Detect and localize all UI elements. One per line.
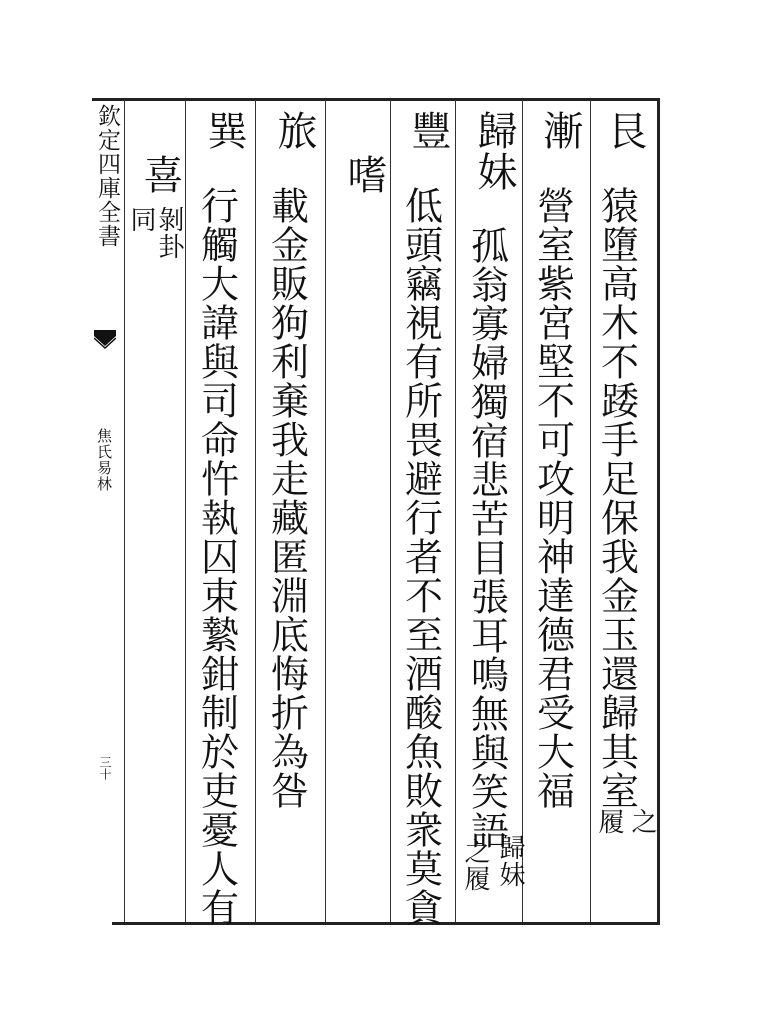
note-gen-b: 履 (594, 808, 624, 835)
hexagram-heading-lü: 旅 (271, 110, 317, 151)
note-xi-b: 同 (126, 206, 156, 233)
verse-guimei: 孤翁寡婦獨宿悲苦目張耳鳴無與笑語 (464, 226, 509, 850)
note-gen-a: 之 (627, 808, 657, 835)
column-rule (255, 100, 256, 922)
column-rule (590, 100, 591, 922)
fishtail-mark-icon (94, 330, 116, 370)
hexagram-heading-feng: 豐 (405, 110, 451, 151)
margin-page-number: 三十 (98, 756, 112, 780)
verse-xun: 行觸大諱與司命忤執囚束縶鉗制於吏憂人有 (194, 186, 239, 927)
hexagram-heading-jian: 漸 (537, 110, 583, 151)
column-rule (455, 100, 456, 922)
hexagram-heading-gen: 艮 (601, 110, 647, 151)
verse-feng: 低頭竊視有所畏避行者不至酒酸魚敗衆莫貪 (398, 186, 443, 927)
column-rule (185, 100, 186, 922)
column-rule (390, 100, 391, 922)
column-rule (124, 100, 125, 922)
hexagram-heading-xun: 巽 (201, 110, 247, 151)
column-rule (522, 100, 523, 922)
continuation-char: 嗜 (341, 154, 387, 195)
note-guimei-b: 之履 (460, 838, 490, 892)
hexagram-heading-guimei: 歸妹 (471, 110, 517, 192)
verse-gen: 猿墮高木不踒手足保我金玉還歸其室 (594, 186, 639, 810)
verse-jian: 營室紫宮堅不可攻明神達德君受大福 (530, 186, 575, 810)
continuation-char: 喜 (137, 154, 183, 195)
note-xi-a: 剝卦 (154, 206, 184, 260)
note-guimei-a: 歸妹 (495, 834, 525, 888)
frame-top-border (92, 98, 658, 101)
margin-book-title: 焦氏易林 (95, 428, 113, 492)
frame-right-border (657, 98, 660, 924)
column-rule (325, 100, 326, 922)
verse-lü: 載金販狗利棄我走藏匿淵底悔折為咎 (264, 186, 309, 810)
margin-collection-title: 欽定四庫全書 (94, 104, 120, 248)
